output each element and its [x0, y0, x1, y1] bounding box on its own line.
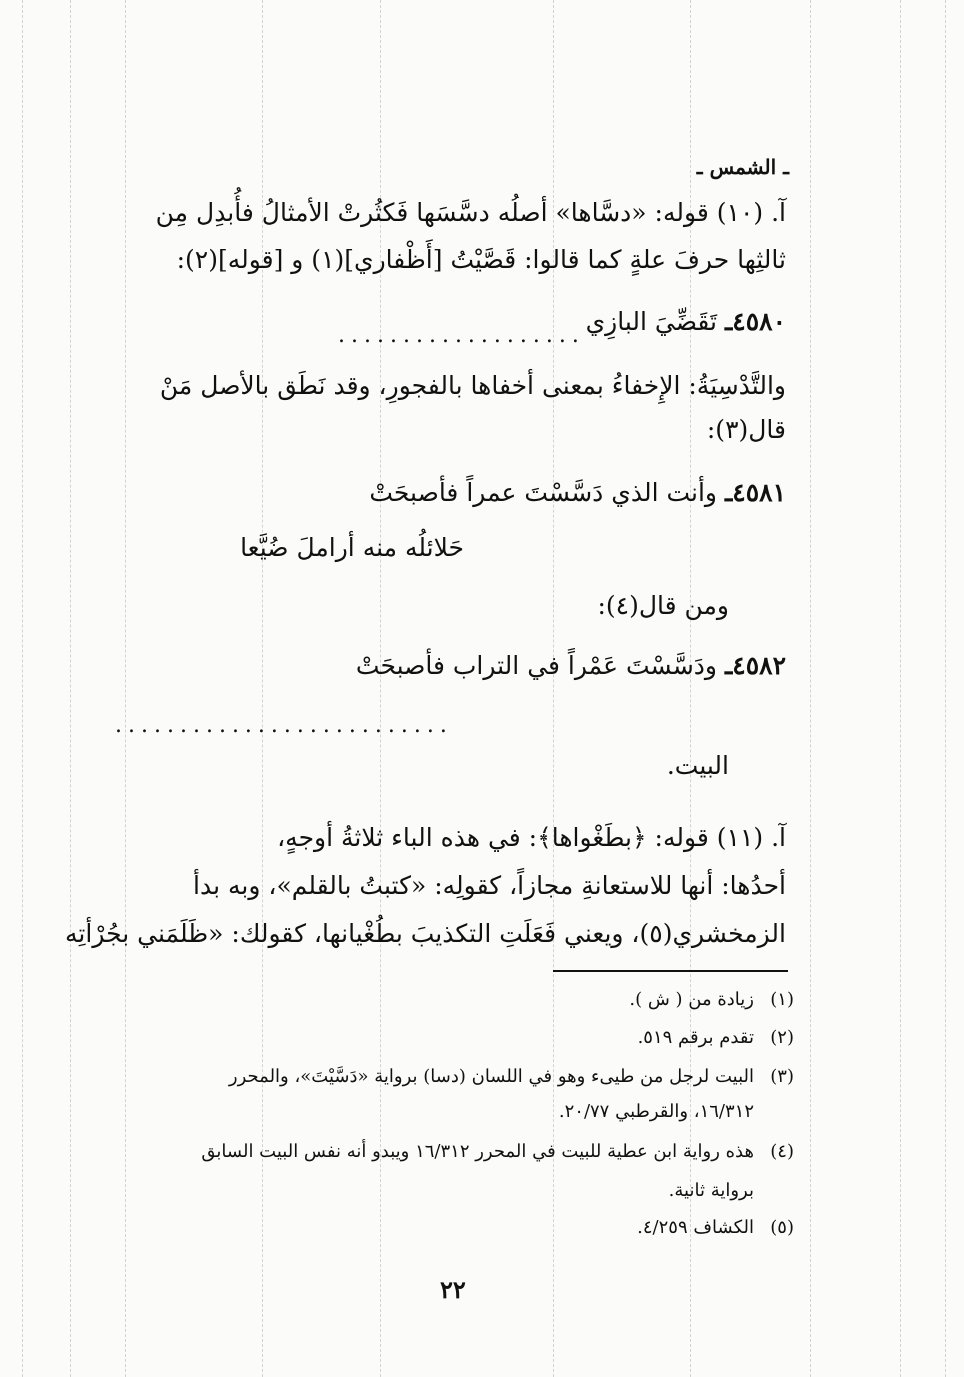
ellipsis-dots: ...................	[338, 323, 585, 348]
footnote-number: (٣)	[770, 1066, 794, 1087]
footnote-continuation: برواية ثانية.	[668, 1180, 754, 1201]
footnote-number: (١)	[770, 989, 794, 1010]
verse-line	[369, 467, 786, 519]
footnote-separator	[553, 970, 788, 972]
verse-text: وأنت الذي دَسَّسْتَ عمراً فأصبحَتْ	[369, 478, 717, 507]
running-header: ـ الشمس ـ	[696, 155, 789, 179]
text-line: آ. (١٠) قوله: «دسَّاها» أصلُه دسَّسَها فَكثُرتْ الأمثالُ فأُبدِل مِن	[155, 198, 786, 227]
verse-text: حَلائلُه منه أراملَ ضُيَّعا	[240, 533, 464, 562]
albayt: البيت.	[666, 751, 729, 780]
verse-line	[356, 640, 786, 692]
footnote-number: (٤)	[770, 1141, 794, 1162]
footnote	[201, 1137, 794, 1167]
footnote-text: تقدم برقم ٥١٩.	[637, 1027, 754, 1048]
verse-text: تَقَضِّيَ البازِي	[585, 307, 717, 336]
footnote-text: البيت لرجل من طيىء وهو في اللسان (دسا) برواية «دَسَّيْتَ»، والمحرر	[228, 1066, 754, 1087]
footnote	[229, 1062, 794, 1092]
footnote-number: (٢)	[770, 1027, 794, 1048]
verse-text: ودَسَّسْتَ عَمْراً في التراب فأصبحَتْ	[355, 651, 717, 680]
footnote	[638, 1023, 794, 1053]
footnote-number: (٥)	[770, 1217, 794, 1238]
text-line: آ. (١١) قوله: ﴿بطَغْواها﴾: في هذه الباء ثلاثةُ أوجهٍ،	[277, 823, 786, 852]
footnote-text: زيادة من ( ش ).	[629, 989, 754, 1010]
verse-line	[586, 296, 786, 348]
verse-number: ٤٥٨٠ـ	[724, 307, 786, 336]
text-line: الزمخشري(٥)، ويعني فَعَلَتِ التكذيبَ بطُغْيانها، كقولك: «ظَلَمَني بجُرْأتِه	[65, 919, 786, 948]
page-number: ٢٢	[440, 1275, 466, 1304]
text-line: أحدُها: أنها للاستعانةِ مجازاً، كقولِه: «كتبتُ بالقلم»، وبه بدأ	[193, 871, 786, 900]
verse-number: ٤٥٨٢ـ	[724, 651, 786, 680]
footnote-continuation: ١٦/٣١٢، والقرطبي ٢٠/٧٧.	[558, 1101, 754, 1122]
ellipsis-dots: ..........................	[115, 713, 453, 738]
text-line: ثالثِها حرفَ علةٍ كما قالوا: قَصَّيْتُ [أَظْفاري](١) و [قوله](٢):	[176, 245, 786, 274]
verse-number: ٤٥٨١ـ	[724, 478, 786, 507]
text-line: قال(٣):	[706, 415, 786, 444]
text-line: والتَّدْسِيَةُ: الإِخفاءُ بمعنى أخفاها بالفجورِ، وقد نَطَق بالأصل مَنْ	[159, 371, 786, 400]
wa-man-qal: ومن قال(٤):	[597, 591, 729, 620]
footnote-text: هذه رواية ابن عطية للبيت في المحرر ١٦/٣١٢ ويبدو أنه نفس البيت السابق	[201, 1141, 754, 1162]
footnote	[629, 985, 794, 1015]
footnote-text: الكشاف ٤/٢٥٩.	[637, 1217, 754, 1238]
footnote	[637, 1213, 794, 1243]
